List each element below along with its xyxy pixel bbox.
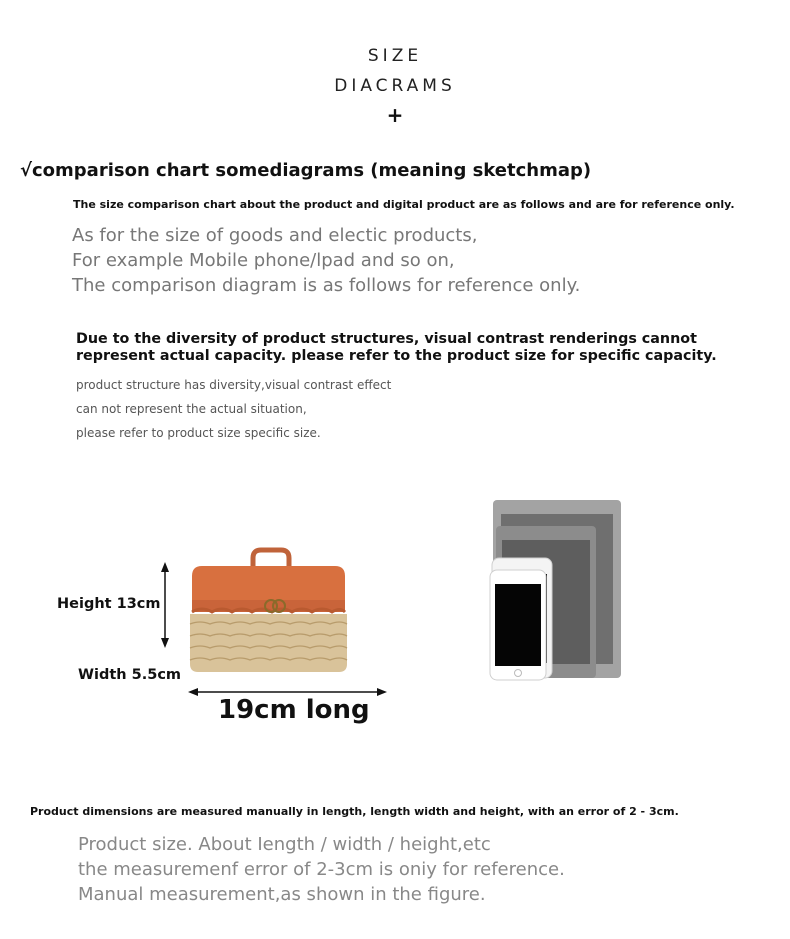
product-size-line-2: the measuremenf error of 2-3cm is oniy for reference. [78, 859, 565, 880]
product-size-line-1: Product size. About Iength / width / height,etc [78, 834, 491, 855]
product-size-line-3: Manual measurement,as shown in the figure. [78, 884, 486, 905]
height-arrow [161, 562, 169, 648]
plus-mark: + [386, 103, 404, 127]
structure-line-1: product structure has diversity,visual contrast effect [76, 378, 392, 392]
diversity-notice [76, 331, 717, 365]
comparison-line-2: For example Mobile phone/lpad and so on, [72, 250, 455, 271]
devices-illustration [488, 498, 628, 683]
comparison-line-1: As for the size of goods and electic products, [72, 225, 478, 246]
height-label: Height 13cm [57, 596, 161, 612]
bag-figure [150, 540, 400, 710]
comparison-heading: √comparison chart somediagrams (meaning sketchmap) [20, 160, 592, 181]
phone-small-icon [490, 570, 546, 680]
title-size: SIZE [367, 46, 423, 66]
comparison-subheading: The size comparison chart about the product and digital product are as follows and are for reference only. [73, 198, 735, 211]
diversity-notice-line-1: Due to the diversity of product structures, visual contrast renderings cannot [76, 331, 697, 347]
comparison-line-3: The comparison diagram is as follows for reference only. [72, 275, 581, 296]
length-label: 19cm long [218, 695, 370, 725]
diversity-notice-line-2: represent actual capacity. please refer to the product size for specific capacity. [76, 348, 717, 364]
dimensions-note: Product dimensions are measured manually in length, length width and height, with an error of 2 - 3cm. [30, 805, 679, 818]
structure-line-2: can not represent the actual situation, [76, 402, 307, 416]
structure-line-3: please refer to product size specific size. [76, 426, 321, 440]
width-label: Width 5.5cm [78, 667, 182, 683]
title-diagrams: DIACRAMS [334, 76, 456, 96]
